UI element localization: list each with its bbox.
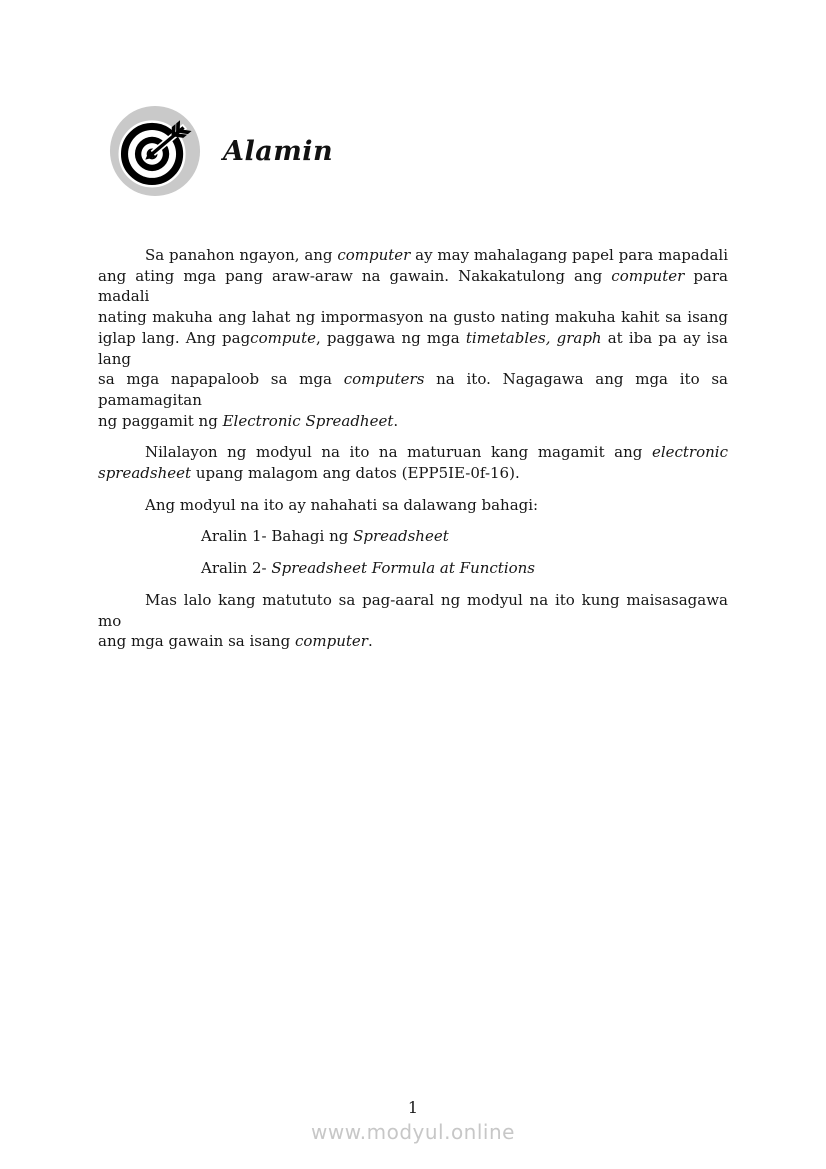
section-header [108,104,333,198]
paragraph-closing [98,590,728,652]
text-line: nating makuha ang lahat ng impormasyon na gusto nating makuha kahit sa isang [98,308,728,327]
text-line: Sa panahon ngayon, ang computer ay may mahalagang papel para mapadali [145,246,728,264]
text-line: Mas lalo kang matututo sa pag-aaral ng modyul na ito kung maisasagawa mo [98,590,728,630]
watermark-text: www.modyul.online [311,1120,515,1144]
paragraph-aralin-1 [98,526,728,547]
text-line: Ang modyul na ito ay nahahati sa dalawang bahagi: [145,495,539,514]
text-line: sa mga napapaloob sa mga computers na ito. Nagagawa ang mga ito sa pamamagitan [98,370,728,409]
text-line: spreadsheet upang malagom ang datos (EPP5IE-0f-16). [98,464,520,483]
text-line: Aralin 2- Spreadsheet Formula at Functions [201,559,536,578]
bullseye-arrow-icon [108,104,202,198]
text-line: Nilalayon ng modyul na ito na maturuan kang magamit ang electronic [145,443,728,462]
paragraph-aralin-2 [98,558,728,579]
text-line: iglap lang. Ang pagcompute, paggawa ng mga timetables, graph at iba pa ay isa lang [98,328,728,368]
page-title: Alamin [223,135,334,167]
text-line: ang mga gawain sa isang computer. [98,632,373,651]
paragraph-bahagi-intro [98,495,728,516]
text-line: ang ating mga pang araw-araw na gawain. Nakakatulong ang computer para madali [98,266,728,306]
page-number: 1 [407,1098,419,1117]
text-line: ng paggamit ng Electronic Spreadheet. [98,411,399,430]
text-line: Aralin 1- Bahagi ng Spreadsheet [201,527,449,546]
body-text [98,245,728,652]
paragraph-layunin [98,442,728,483]
paragraph-intro [98,245,728,431]
